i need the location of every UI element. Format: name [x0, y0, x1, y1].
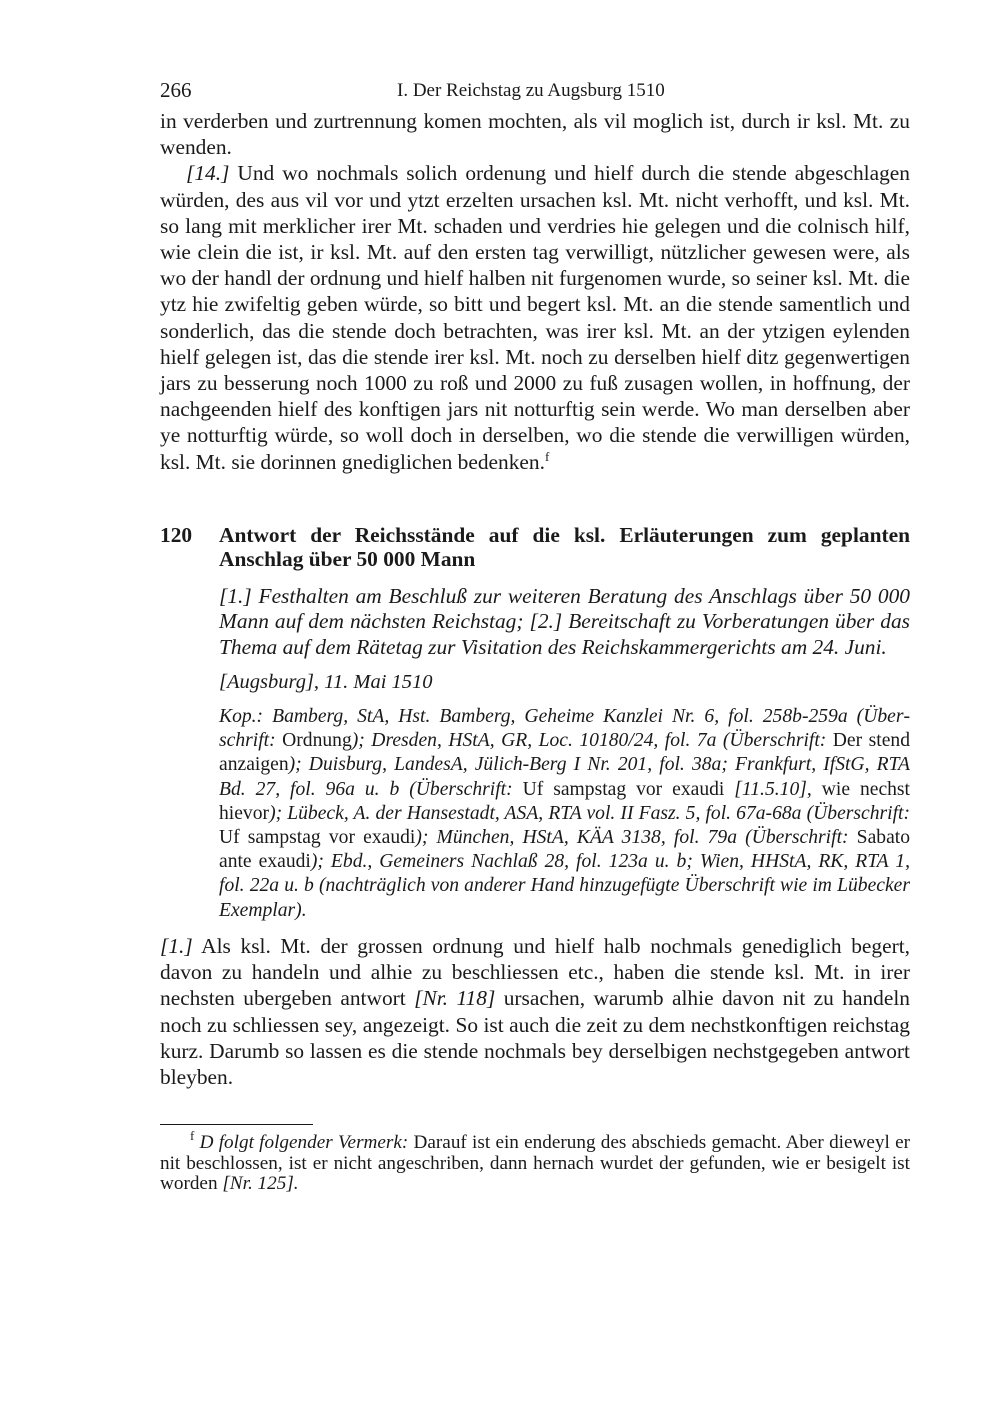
paragraph-text: in verderben und zurtrennung komen mochten, als vil moglich ist, durch ir ksl. Mt. zu wenden.	[160, 109, 910, 160]
document-heading	[160, 523, 910, 571]
continuation-text	[160, 108, 910, 475]
paragraph-continued	[160, 108, 910, 160]
document-date: [Augsburg], 11. Mai 1510	[219, 671, 433, 694]
footnote-marker: f	[190, 1128, 195, 1144]
footnote-lead: D folgt folgender Vermerk:	[199, 1132, 409, 1154]
footnote-text: Darauf ist ein enderung des abschieds gemacht. Aber dieweyl er nit beschlossen, ist er nicht angeschriben, dann hernach wurdet der gefunden, wie er besigelt ist worden	[160, 1132, 910, 1195]
source-quote: Uf sampstag vor exaudi	[219, 827, 416, 849]
document-page	[160, 78, 910, 1195]
paragraph-text: Als ksl. Mt. der grossen ordnung und hielf halb nochmals genediglich begert, davon zu handeln und alhie zu beschliessen etc., haben die stende ksl. Mt. in irer nechsten ubergeben antwort	[160, 933, 911, 1011]
document-regest: [1.] Festhalten am Beschluß zur weiteren Beratung des Anschlags über 50 000 Mann auf dem nächsten Reichstag; [2.] Bereitschaft zu Vorberatungen über das Thema auf dem Rätetag zur Visitation des Reichskammergerichts am 24. Juni.	[219, 583, 910, 659]
paragraph-14	[160, 160, 910, 474]
source-text: [11.5.10],	[724, 778, 822, 800]
paragraph-text: ursachen, warumb alhie davon nit zu handeln noch zu schliessen sey, angezeigt. So ist auch die zeit zu dem nechstkonftigen reichstag kurz. Darumb so lassen es die stende nochmals bey derselbigen nechstgegeben antwort bleyben.	[160, 986, 910, 1089]
source-quote: wie nechst hievor	[219, 778, 911, 824]
running-head	[160, 78, 910, 108]
document-title: Antwort der Reichsstände auf die ksl. Erläuterungen zum geplanten Anschlag über 50 000 Mann	[219, 522, 910, 571]
source-text: ); Dresden, HStA, GR, Loc. 10180/24, fol. 7a (Überschrift:	[351, 730, 833, 752]
source-apparatus	[219, 705, 910, 923]
paragraph-number: [14.]	[186, 161, 230, 186]
footnote-f	[160, 1128, 910, 1195]
source-quote: Der stend anzaigen	[219, 730, 910, 776]
paragraph-number: [1.]	[160, 933, 193, 958]
source-quote: Uf sampstag vor exaudi	[522, 778, 725, 800]
source-quote: Ordnung	[282, 730, 352, 752]
document-number: 120	[160, 522, 193, 547]
source-text: ); Ebd., Gemeiners Nachlaß 28, fol. 123a u. b; Wien, HHStA, RK, RTA 1, fol. 22a u. b (nachträglich von anderer Hand hinzugefügte Überschrift wie im Lübecker Exemplar).	[219, 851, 910, 921]
paragraph-1	[160, 933, 910, 1090]
source-text: ); München, HStA, KÄA 3138, fol. 79a (Überschrift:	[415, 827, 857, 849]
running-title: I. Der Reichstag zu Augsburg 1510	[397, 80, 665, 101]
footnote-divider	[160, 1124, 313, 1125]
source-text: Kop.: Bamberg, StA, Hst. Bamberg, Geheime Kanzlei Nr. 6, fol. 258b-259a (Überschrift:	[219, 706, 910, 752]
cross-reference[interactable]: [Nr. 125].	[222, 1173, 299, 1195]
footnote-reference[interactable]: f	[544, 448, 550, 464]
paragraph-text: Und wo nochmals solich ordenung und hielf durch die stende abgeschlagen würden, des aus vil vor und ytzt erzelten ursachen ksl. Mt. nicht verhofft, und ksl. Mt. so lang mit merklicher irer Mt. schaden und verdries hie gelegen und die colnisch hilf, wie clein die ist, ir ksl. Mt. auf den ersten tag verwilligt, nützlicher gewesen were, als wo der handl der ordnung und hielf halben nit furgenomen wurde, so seiner ksl. Mt. die ytz hie zwifeltig geben würde, so bitt und begert ksl. Mt. an die stende samentlich und sonderlich, das die stende doch betrachten, was irer ksl. Mt. an der ytzigen eylenden hielf gelegen ist, das die stende irer ksl. Mt. noch zu derselben hielf ditz gegenwertigen jars zu besserung noch 1000 zu roß und 2000 zu fuß zusagen wollen, in hoffnung, der nachgeenden hielf des konftigen jars nit notturftig sein werde. Wo man derselben aber ye notturftig würde, so woll doch in derselben, wo die stende die verwilligen würden, ksl. Mt. sie dorinnen gnediglichen bedenken.	[160, 161, 910, 474]
document-body	[160, 933, 910, 1090]
source-text: ); Lübeck, A. der Hansestadt, ASA, RTA vol. II Fasz. 5, fol. 67a-68a (Überschrift:	[269, 802, 910, 824]
page-number: 266	[160, 78, 192, 102]
source-quote: Sabato ante exaudi	[219, 827, 910, 873]
source-text: ); Duisburg, LandesA, Jülich-Berg I Nr. 201, fol. 38a; Frankfurt, IfStG, RTA Bd. 27, fol. 96a u. b (Überschrift:	[219, 754, 910, 800]
cross-reference[interactable]: [Nr. 118]	[414, 986, 496, 1011]
